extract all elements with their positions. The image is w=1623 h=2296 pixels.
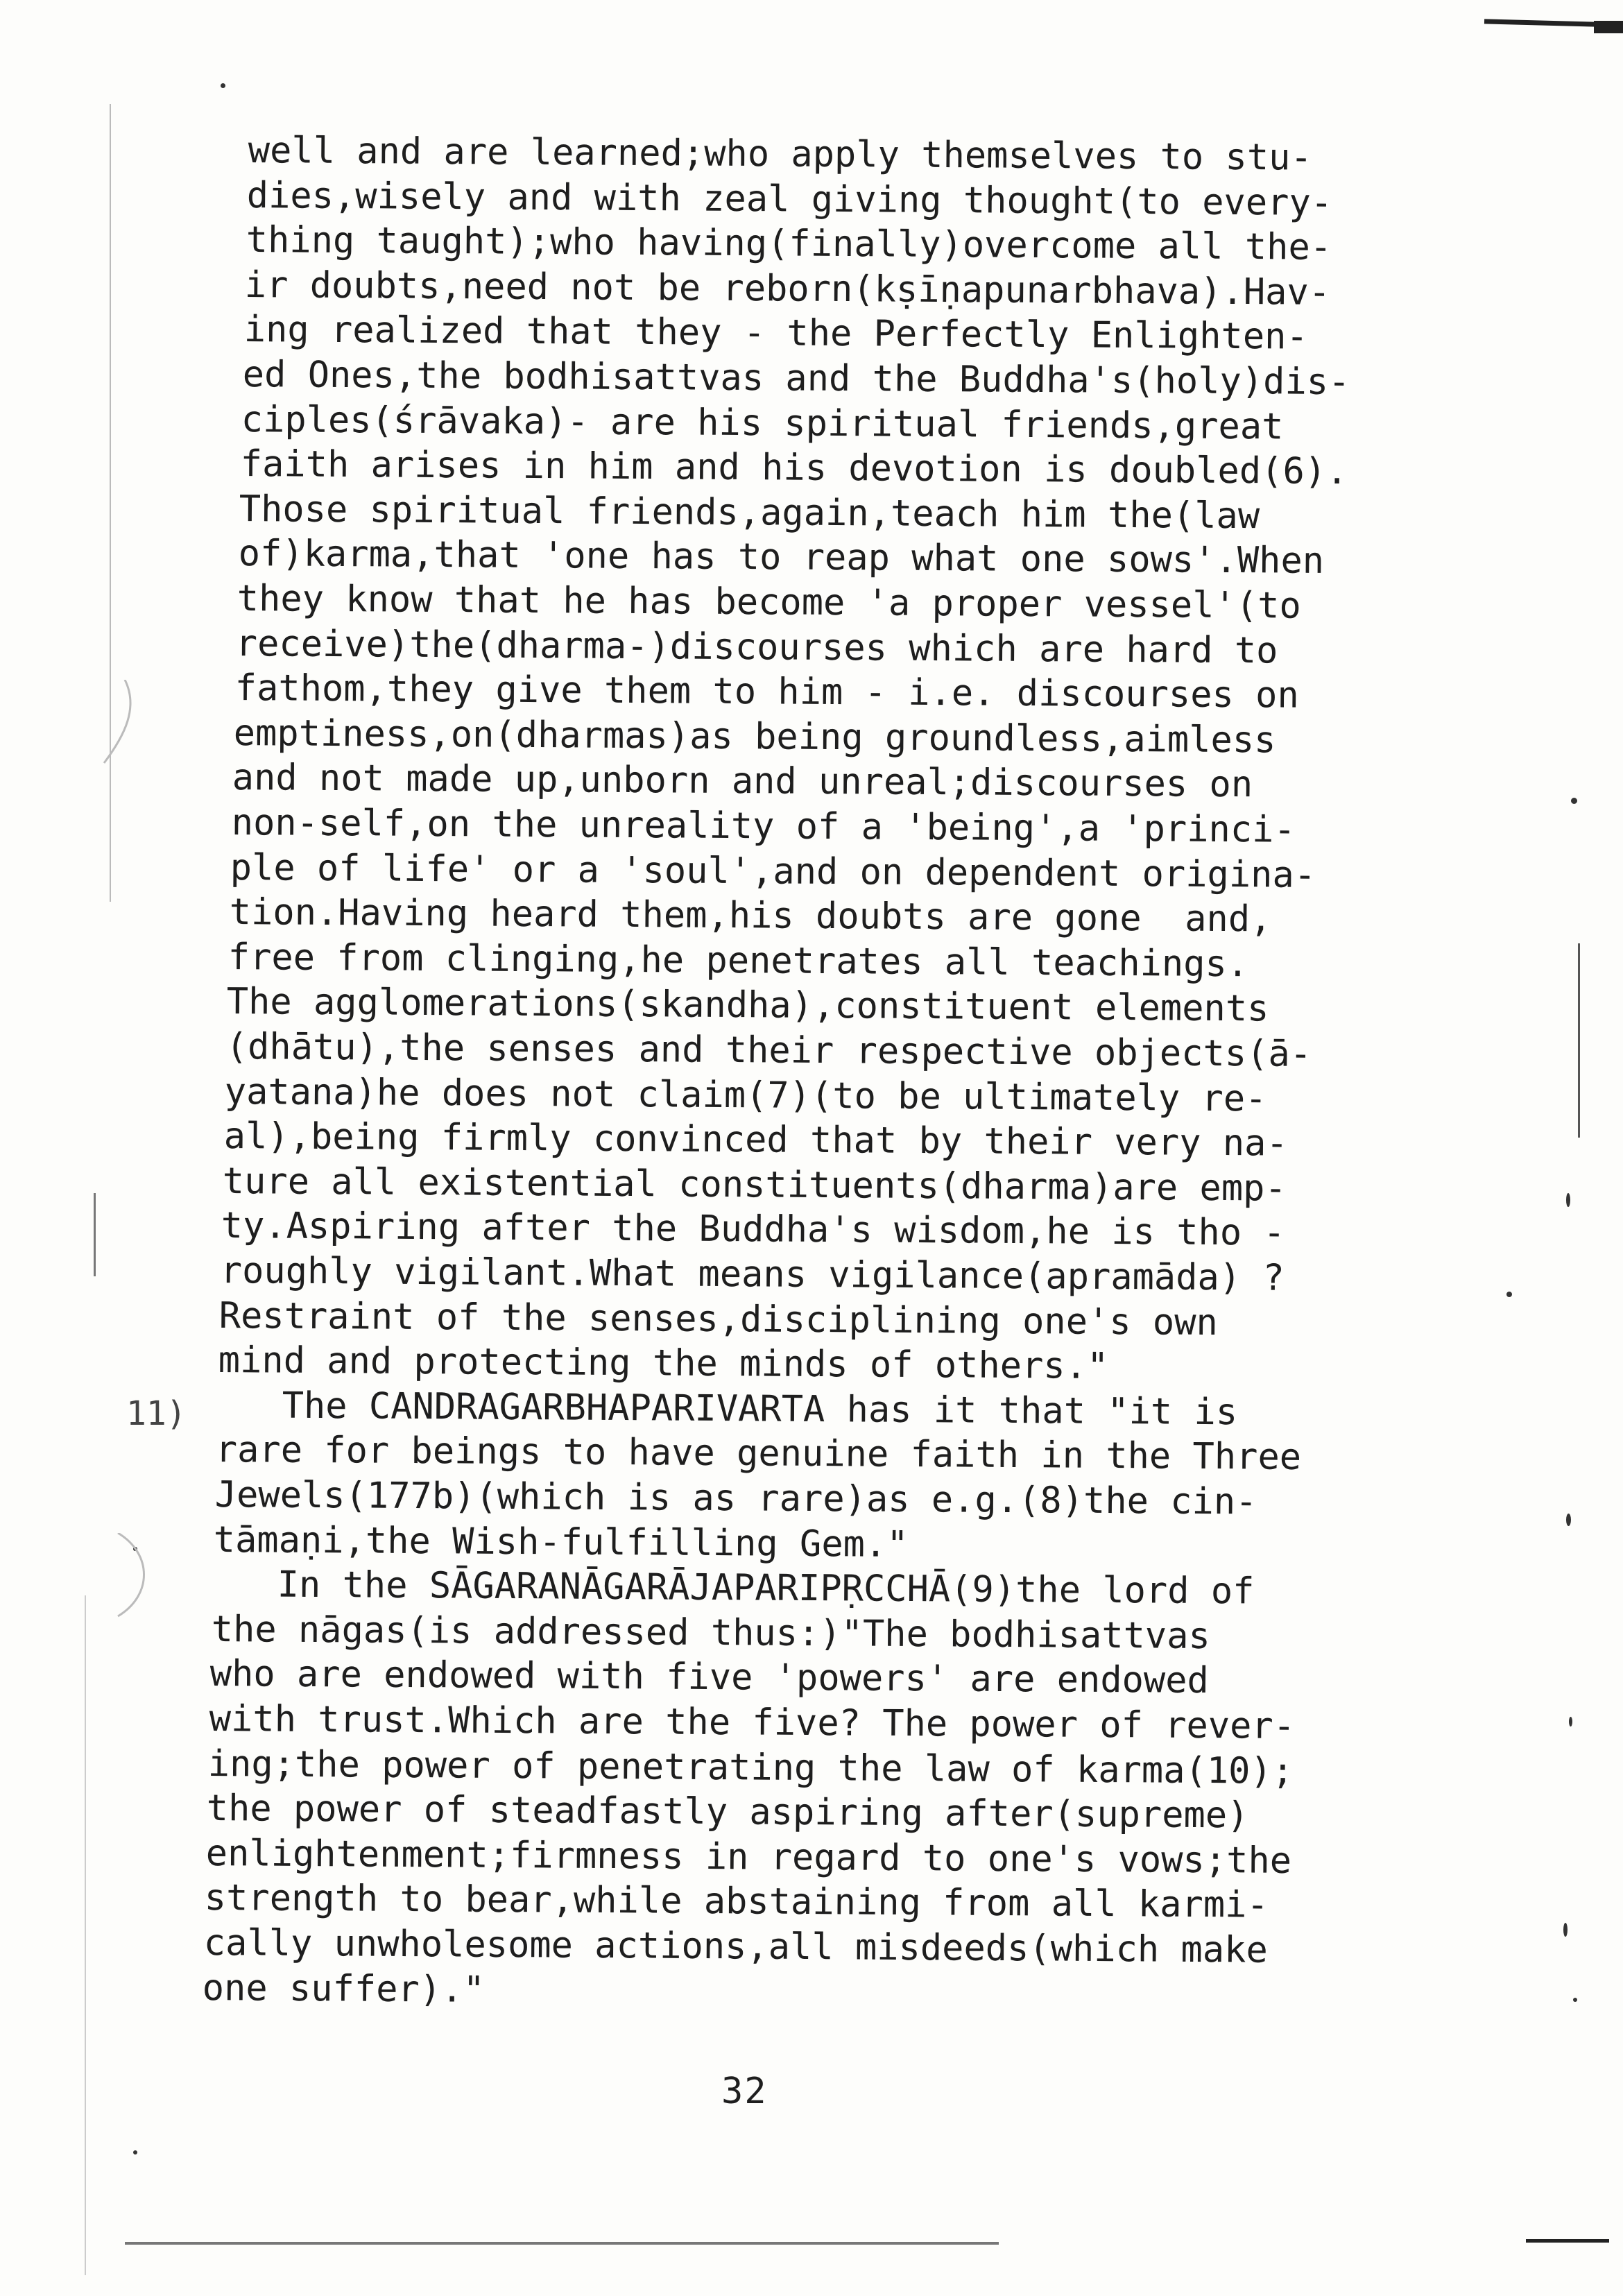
scan-curve-mark bbox=[104, 1533, 160, 1623]
text-line: al),being firmly convinced that by their very na- bbox=[223, 1115, 1288, 1165]
scan-curve-mark bbox=[97, 680, 139, 770]
scan-margin-line bbox=[85, 1595, 86, 2275]
text-line: well and are learned;who apply themselves to stu- bbox=[248, 129, 1312, 179]
text-line: receive)the(dharma-)discourses which are hard to bbox=[235, 622, 1278, 672]
text-line: fathom,they give them to him - i.e. discourses on bbox=[234, 667, 1299, 717]
text-line: ciples(śrāvaka)- are his spiritual friends,great bbox=[241, 398, 1284, 448]
text-line: ty.Aspiring after the Buddha's wisdom,he is tho - bbox=[221, 1205, 1286, 1255]
text-line: yatana)he does not claim(7)(to be ultimately re- bbox=[224, 1070, 1267, 1120]
text-line: ing realized that they - the Perfectly Enlighten- bbox=[243, 309, 1308, 359]
text-line: The agglomerations(skandha),constituent elements bbox=[226, 981, 1270, 1030]
text-line: with trust.Which are the five? The power of rever- bbox=[209, 1698, 1295, 1747]
text-line: (dhātu),the senses and their respective objects(ā- bbox=[225, 1026, 1312, 1075]
scan-bottom-rule bbox=[125, 2242, 999, 2245]
scan-speck bbox=[1506, 1292, 1512, 1297]
text-line: the power of steadfastly aspiring after(supreme) bbox=[207, 1788, 1250, 1837]
scan-speck bbox=[221, 83, 225, 88]
text-line: emptiness,on(dharmas)as being groundless,aimless bbox=[233, 712, 1276, 762]
text-line: one suffer)." bbox=[202, 1967, 485, 2011]
text-line: enlightenment;firmness in regard to one's vows;the bbox=[205, 1832, 1292, 1882]
text-line: tion.Having heard them,his doubts are gone and, bbox=[229, 891, 1272, 941]
text-line: cally unwholesome actions,all misdeeds(which make bbox=[203, 1922, 1268, 1971]
text-line: Restraint of the senses,disciplining one's own bbox=[218, 1294, 1219, 1344]
scan-speck bbox=[1569, 1717, 1572, 1727]
scan-speck bbox=[1571, 798, 1577, 804]
text-line: ed Ones,the bodhisattvas and the Buddha's(holy)dis- bbox=[242, 353, 1350, 404]
scan-speck bbox=[1566, 1514, 1571, 1526]
text-line: ture all existential constituents(dharma)are emp- bbox=[222, 1160, 1287, 1210]
text-line: and not made up,unborn and unreal;discourses on bbox=[232, 757, 1253, 806]
text-line: In the SĀGARANĀGARĀJAPARIPṚCCHĀ(9)the lord of bbox=[212, 1563, 1255, 1613]
text-line: strength to bear,while abstaining from all karmi- bbox=[204, 1877, 1269, 1927]
text-line: of)karma,that 'one has to reap what one sows'.When bbox=[238, 533, 1324, 583]
scan-speck bbox=[1563, 1923, 1568, 1937]
text-line: the nāgas(is addressed thus:)"The bodhisattvas bbox=[211, 1608, 1210, 1657]
text-line: mind and protecting the minds of others." bbox=[218, 1339, 1109, 1388]
text-line: they know that he has become 'a proper vessel'(to bbox=[237, 577, 1301, 627]
scan-margin-line bbox=[110, 104, 111, 902]
text-line: ir doubts,need not be reborn(kṣīṇapunarbhava).Hav- bbox=[244, 264, 1331, 314]
scan-speck bbox=[1573, 1998, 1577, 2002]
text-line: ple of life' or a 'soul',and on dependent origina- bbox=[230, 846, 1316, 896]
text-line: Jewels(177b)(which is as rare)as e.g.(8)the cin- bbox=[214, 1474, 1257, 1523]
text-line: thing taught);who having(finally)overcome all the- bbox=[246, 219, 1332, 269]
page-number: 32 bbox=[721, 2071, 768, 2112]
footnote-marker: 11) bbox=[126, 1394, 187, 1433]
scan-margin-line bbox=[1578, 943, 1580, 1138]
text-line: faith arises in him and his devotion is doubled(6). bbox=[240, 443, 1348, 493]
text-line: The CANDRAGARBHAPARIVARTA has it that "it is bbox=[216, 1384, 1238, 1434]
scan-speck bbox=[1566, 1193, 1570, 1207]
text-line: free from clinging,he penetrates all teachings. bbox=[227, 936, 1249, 986]
scan-edge-mark bbox=[1526, 2239, 1609, 2243]
text-line: who are endowed with five 'powers' are endowed bbox=[209, 1653, 1210, 1702]
text-line: rare for beings to have genuine faith in the Three bbox=[215, 1429, 1302, 1479]
text-line: dies,wisely and with zeal giving thought(to every- bbox=[246, 174, 1333, 224]
scan-edge-mark bbox=[1594, 21, 1623, 33]
scan-speck bbox=[133, 2150, 137, 2154]
text-line: non-self,on the unreality of a 'being',a 'princi- bbox=[231, 802, 1296, 851]
text-line: Those spiritual friends,again,teach him the(law bbox=[239, 488, 1260, 538]
text-line: roughly vigilant.What means vigilance(apramāda) ? bbox=[220, 1250, 1285, 1299]
scan-margin-line bbox=[94, 1193, 96, 1276]
text-line: tāmaṇi,the Wish-fulfilling Gem." bbox=[213, 1518, 909, 1566]
text-line: ing;the power of penetrating the law of karma(10); bbox=[207, 1742, 1294, 1792]
